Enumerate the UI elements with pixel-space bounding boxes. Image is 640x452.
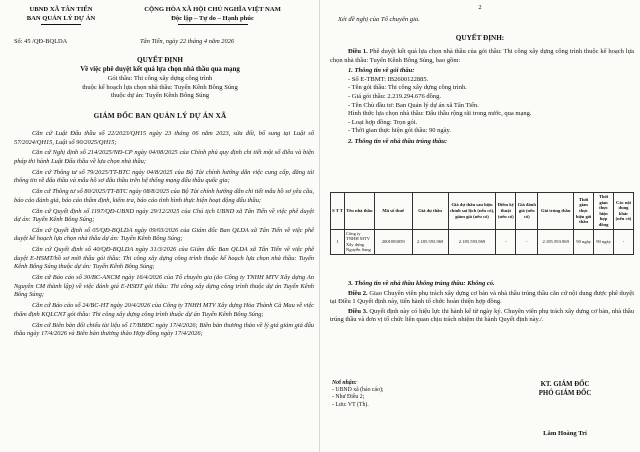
legal-basis: Căn cứ Quyết định số 40/QĐ-BQLDA ngày 31/3/2026 của Giám đốc Ban QLDA xã Tân Tiến về việc phê duyệt E-HSMT/hồ sơ mời thầu gói thầu: Thi công xây dựng công trình thuộc kế hoạch lựa chọn nhà thầu: Tuyến Kênh Bông Súng thuộc dự án: Tuyến Kênh Bông Súng; xyxy=(14,246,314,271)
package-info-item: Hình thức lựa chọn nhà thầu: Đấu thầu rộng rãi trong nước, qua mạng. xyxy=(348,110,532,118)
consideration-line: Xét đề nghị của Tổ chuyên gia. xyxy=(338,16,420,23)
legal-basis: Căn cứ Nghị định số 214/2025/NĐ-CP ngày 04/08/2025 của Chính phủ quy định chi tiết một số điều và biện pháp thi hành Luật Đấu thầu về lựa chọn nhà thầu; xyxy=(14,149,314,165)
decision-subject: Về việc phê duyệt kết quả lựa chọn nhà thầu qua mạng xyxy=(80,66,240,73)
cell-bid-price: 2.185.593.969 xyxy=(412,229,448,254)
nation-line-2: Độc lập – Tự do – Hạnh phúc xyxy=(171,14,254,22)
column-header: Giá trúng thầu xyxy=(538,193,574,230)
signature-block xyxy=(495,381,635,398)
package-info-item: - Giá gói thầu: 2.219.294.676 đồng. xyxy=(348,92,441,100)
signature-title-1: KT. GIÁM ĐỐC xyxy=(540,381,590,388)
page-number: 2 xyxy=(478,4,482,11)
cell-eval-price: - xyxy=(516,229,538,254)
column-header: Các nội dung khác (nếu có) xyxy=(614,193,634,230)
table-row xyxy=(331,229,634,254)
subject-details xyxy=(10,75,310,101)
column-header: Thời gian thực hiện gói thầu xyxy=(574,193,594,230)
column-header: Giá dự thầu xyxy=(412,193,448,230)
legal-basis: Căn cứ Thông tư số 80/2025/TT-BTC ngày 08/8/2025 của Bộ Tài chính hướng dẫn chi tiết mẫu hồ sơ yêu cầu, báo cáo đánh giá, báo cáo thẩm định, kiểm tra, báo cáo tình hình thực hiện hoạt động đấu thầu; xyxy=(14,188,314,204)
document-date: Tân Tiến, ngày 22 tháng 4 năm 2026 xyxy=(140,38,235,45)
cell-contract-time: 90 ngày xyxy=(594,229,614,254)
recipients-title: Nơi nhận: xyxy=(332,380,357,386)
section-3-title: 3. Thông tin về nhà thầu không trúng thầu: Không có. xyxy=(348,280,495,287)
article-3-text: Quyết định này có hiệu lực thi hành kể từ ngày ký. Chuyên viên phụ trách xây dựng cơ bản, nhà thầu trúng thầu và đơn vị tổ chức liên quan chịu trách nhiệm thi hành Quyết định này./. xyxy=(330,307,635,324)
recipient-item: - Lưu: VT (Th). xyxy=(332,401,369,408)
table-header-row xyxy=(331,193,634,230)
cell-bidder-name: Công ty TNHH MTV Xây dựng Nguyễn Sang xyxy=(344,229,374,254)
article-1 xyxy=(330,48,634,147)
article-3 xyxy=(330,308,634,325)
subject-line: thuộc kế hoạch lựa chọn nhà thầu: Tuyến Kênh Bông Súng xyxy=(82,83,238,91)
subject-line: thuộc dự án: Tuyến Kênh Bông Súng xyxy=(110,92,210,100)
legal-basis: Căn cứ Quyết định số 1197/QĐ-UBND ngày 29/12/2025 của Chủ tịch UBND xã Tân Tiến về việc phê duyệt dự án: Tuyến Kênh Bông Súng; xyxy=(14,207,314,224)
signature-title-2: PHÓ GIÁM ĐỐC xyxy=(538,389,592,397)
issuing-agency-header xyxy=(6,6,116,25)
article-1-label: Điều 1. xyxy=(348,48,368,55)
recipient-item: - Như Điều 2; xyxy=(332,394,365,401)
cell-adjusted-price: 2.185.593.969 xyxy=(448,229,496,254)
section-2-title: 2. Thông tin về nhà thầu trúng thầu: xyxy=(348,137,447,145)
legal-basis: Căn cứ Biên bản đối chiếu tài liệu số 17/BBĐC ngày 17/4/2026; Biên bản thương thảo về lý giá giảm giá đấu thầu ngày 17/4/2026 và Biên bản thương thảo Hợp đồng ngày 17/4/2026; xyxy=(14,321,314,338)
nation-line-1: CỘNG HÒA XÃ HỘI CHỦ NGHĨA VIỆT NAM xyxy=(144,6,281,13)
column-header: S T T xyxy=(331,193,345,230)
package-info-item: - Thời gian thực hiện gói thầu: 90 ngày. xyxy=(348,127,451,135)
cell-tax-code: 2001083059 xyxy=(374,229,412,254)
legal-basis: Căn cứ Báo cáo số 30/BC-ANCM ngày 16/4/2026 của Tổ chuyên gia (do Công ty TNHH MTV Xây dựng An Nguyên CM thành lập) về việc đánh giá E-HSĐT gói thầu: Thi công xây dựng công trình thuộc dự án Tuyến Kênh Bông Súng; xyxy=(14,274,314,299)
agency-underline xyxy=(41,24,81,25)
document-page-2 xyxy=(320,0,640,452)
legal-basis: Căn cứ Báo cáo số 24/BC-HT ngày 20/4/2026 của Công ty TNHH MTV Xây dựng Hòa Thành Cà Mau về việc thẩm định KQLCNT gói thầu: Thi công xây dựng công trình thuộc dự án Tuyến Kênh Bông Súng; xyxy=(14,302,314,318)
document-number: Số: 45 /QĐ-BQLDA xyxy=(14,38,68,45)
signer-name: Lâm Hoàng Trí xyxy=(543,430,587,437)
article-2 xyxy=(330,290,634,307)
column-header: Giá đánh giá (nếu có) xyxy=(516,193,538,230)
cell-award-price: 2.185.593.969 xyxy=(538,229,574,254)
cell-tech-score: - xyxy=(496,229,516,254)
column-header: Điểm kỹ thuật (nếu có) xyxy=(496,193,516,230)
legal-basis: Căn cứ Thông tư số 79/2025/TT-BTC ngày 04/8/2025 của Bộ Tài chính hướng dẫn việc cung cấp, đăng tải thông tin về đấu thầu và mẫu hồ sơ đấu thầu trên hệ thống mạng đấu thầu quốc gia; xyxy=(14,168,314,185)
cell-package-time: 90 ngày xyxy=(574,229,594,254)
agency-line-1: UBND XÃ TÂN TIẾN xyxy=(29,6,93,13)
column-header: Tên nhà thầu xyxy=(344,193,374,230)
subject-line: Gói thầu: Thi công xây dựng công trình xyxy=(107,75,213,82)
closing-articles xyxy=(330,280,634,326)
package-info-item: - Loại hợp đồng: Trọn gói. xyxy=(348,118,418,126)
package-info-item: - Tên gói thầu: Thi công xây dựng công trình. xyxy=(348,84,467,92)
cell-stt: 1 xyxy=(331,229,345,254)
column-header: Mã số thuế xyxy=(374,193,412,230)
legal-basis: Căn cứ Quyết định số 05/QĐ-BQLDA ngày 09/03/2026 của Giám đốc Ban QLDA xã Tân Tiến về việc phê duyệt kế hoạch lựa chọn nhà thầu dự án: Tuyến Kênh Bông Súng; xyxy=(14,226,314,243)
issuing-authority: GIÁM ĐỐC BAN QUẢN LÝ DỰ ÁN XÃ xyxy=(93,112,227,120)
national-header xyxy=(110,6,315,25)
nation-underline xyxy=(178,24,248,25)
package-info-item: - Số E-TBMT: IB2600122885. xyxy=(348,75,429,83)
article-2-text: Giao Chuyên viên phụ trách xây dựng cơ bản và nhà thầu trúng thầu căn cứ nội dung được phê duyệt tại Điều 1 Quyết định này, tiến hành tổ chức hoàn thiện hợp đồng. xyxy=(330,289,635,306)
winning-bidder-table xyxy=(330,192,634,255)
section-1-title: 1. Thông tin về gói thầu: xyxy=(348,67,415,75)
article-2-label: Điều 2. xyxy=(348,289,368,297)
cell-other: - xyxy=(614,229,634,254)
recipients-block xyxy=(332,380,384,409)
agency-line-2: BAN QUẢN LÝ DỰ ÁN xyxy=(26,14,96,22)
legal-bases xyxy=(14,130,314,341)
legal-basis: Căn cứ Luật Đấu thầu số 22/2023/QH15 ngày 23 tháng 06 năm 2023, sửa đổi, bổ sung tại Luật số 57/2024/QH15, Luật số 90/2025/QH15; xyxy=(14,130,314,146)
article-3-label: Điều 3. xyxy=(348,307,368,315)
article-1-text: Phê duyệt kết quả lựa chọn nhà thầu của gói thầu: Thi công xây dựng công trình thuộc kế hoạch lựa chọn nhà thầu: Tuyến Kênh Bông Súng, bao gồm: xyxy=(330,48,635,64)
decision-heading: QUYẾT ĐỊNH: xyxy=(455,34,505,42)
recipient-item: - UBND xã (báo cáo); xyxy=(332,387,384,394)
decision-title: QUYẾT ĐỊNH xyxy=(137,56,183,64)
column-header: Thời gian thực hiện hợp đồng xyxy=(594,193,614,230)
package-info-item: - Tên Chủ đầu tư: Ban Quản lý dự án xã Tân Tiến. xyxy=(348,101,479,109)
column-header: Giá dự thầu sau hiệu chỉnh sai lệch (nếu có), giảm giá (nếu có) xyxy=(448,193,496,230)
